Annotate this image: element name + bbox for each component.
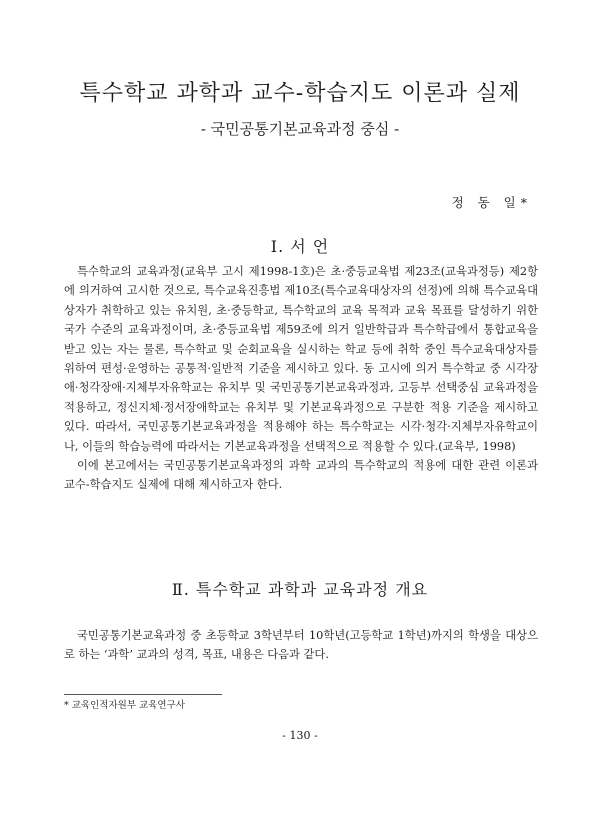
paper-subtitle: - 국민공통기본교육과정 중심 - <box>200 120 400 138</box>
author-name: 정 동 일* <box>451 195 532 210</box>
section-1-heading: Ⅰ. 서 언 <box>270 237 330 256</box>
section-1-body <box>64 262 538 495</box>
page-number: - 130 - <box>282 729 318 742</box>
section-2-paragraph-1: 국민공통기본교육과정 중 초등학교 3학년부터 10학년(고등학교 1학년)까지의 학생을 대상으로 하는 ‘과학’ 교과의 성격, 목표, 내용은 다음과 같다. <box>64 629 538 662</box>
footnote-divider <box>64 694 222 695</box>
section-1-paragraph-1: 특수학교의 교육과정(교육부 고시 제1998-1호)은 초·중등교육법 제23조(교육과정등) 제2항에 의거하여 고시한 것으로, 특수교육진흥법 제10조(특수교육대상자의 선정)에 의해 특수교육대상자가 취학하고 있는 유치원, 초·중등학교, 특수학교의 교육 목적과 교육 목표를 달성하기 위한 국가 수준의 교육과정이며, 초·중등교육법 제59조에 의거 일반학급과 특수학급에서 통합교육을 받고 있는 자는 물론, 특수학교 및 순회교육을 실시하는 학교 등에 취학 중인 특수교육대상자를 위하여 편성·운영하는 공통적·일반적 기준을 제시하고 있다. 동 고시에 의거 특수학교 중 시각장애·청각장애·지체부자유학교는 유치부 및 국민공통기본교육과정과, 고등부 선택중심 교육과정을 적용하고, 정신지체·정서장애학교는 유치부 및 기본교육과정으로 구분한 적용 기준을 제시하고 있다. 따라서, 국민공통기본교육과정을 적용해야 하는 특수학교는 시각·청각·지체부자유학교이나, 이들의 학습능력에 따라서는 기본교육과정을 선택적으로 적용할 수 있다.(교육부, 1998) <box>64 265 538 453</box>
paper-title: 특수학교 과학과 교수-학습지도 이론과 실제 <box>79 81 521 106</box>
section-2-body <box>64 626 538 665</box>
section-2-heading: Ⅱ. 특수학교 과학과 교육과정 개요 <box>171 580 429 599</box>
section-1-paragraph-2: 이에 본고에서는 국민공통기본교육과정의 과학 교과의 특수학교의 적용에 대한 관련 이론과 교수-학습지도 실제에 대해 제시하고자 한다. <box>64 459 538 492</box>
footnote: * 교육인적자원부 교육연구사 <box>64 700 185 711</box>
